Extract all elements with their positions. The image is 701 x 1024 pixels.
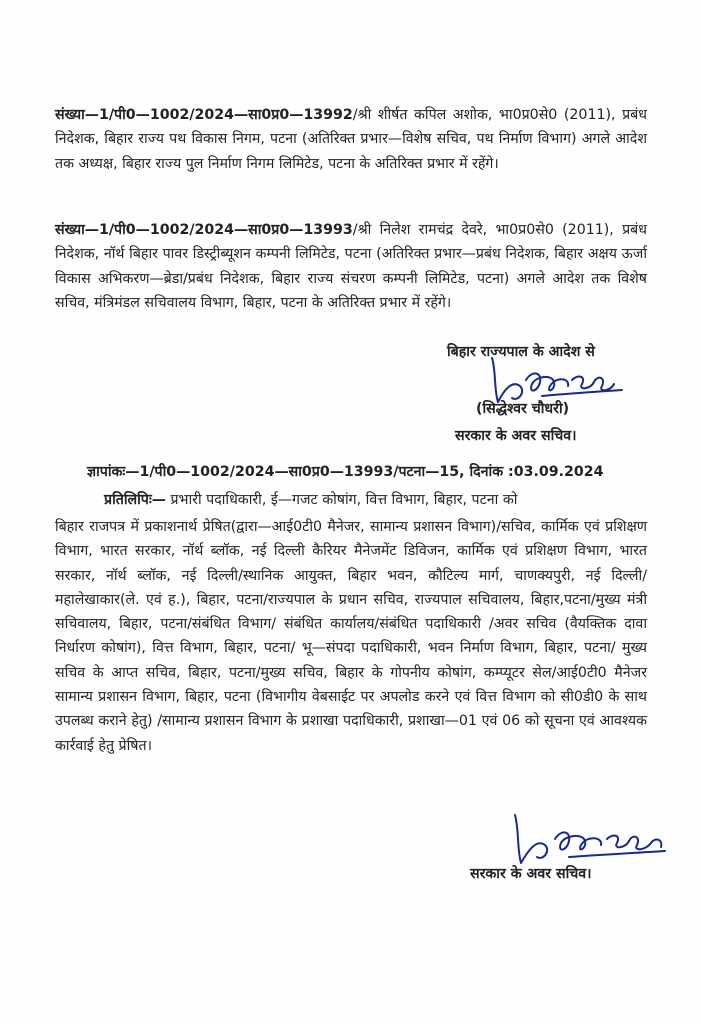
- order-2-reference: संख्या—1/पी0—1002/2024—सा0प्र0—13993: [55, 222, 353, 238]
- copy-to-label: प्रतिलिपिः—: [104, 492, 166, 508]
- copy-to-first-line: प्रभारी पदाधिकारी, ई—गजट कोषांग, वित्त विभाग, बिहार, पटना को: [170, 492, 518, 508]
- order-1-text: /श्री शीर्षत कपिल अशोक, भा0प्र0से0 (2011), प्रबंध निदेशक, बिहार राज्य पथ विकास निगम, पटना (अतिरिक्त प्रभार—विशेष सचिव, पथ निर्माण विभाग) अगले आदेश तक अध्यक्ष, बिहार राज्य पुल निर्माण निगम लिमिटेड, पटना के अतिरिक्त प्रभार में रहेंगे।: [55, 107, 647, 172]
- order-paragraph-2: [55, 218, 647, 315]
- order-paragraph-1: [55, 103, 647, 176]
- signatory-title-2: सरकार के अवर सचिव।: [470, 866, 592, 882]
- order-2-text: /श्री निलेश रामचंद्र देवरे, भा0प्र0से0 (2011), प्रबंध निदेशक, नॉर्थ बिहार पावर डिस्ट्रीब्यूशन कम्पनी लिमिटेड, पटना (अतिरिक्त प्रभार—प्रबंध निदेशक, बिहार अक्षय ऊर्जा विकास अभिकरण—ब्रेडा/प्रबंध निदेशक, बिहार राज्य संचरण कम्पनी लिमिटेड, पटना) अगले आदेश तक विशेष सचिव, मंत्रिमंडल सचिवालय विभाग, बिहार, पटना के अतिरिक्त प्रभार में रहेंगे।: [55, 222, 647, 311]
- copy-to-paragraph: [104, 488, 647, 512]
- governor-order-line: बिहार राज्यपाल के आदेश से: [447, 344, 595, 360]
- order-1-reference: संख्या—1/पी0—1002/2024—सा0प्र0—13992: [55, 107, 353, 123]
- signatory-title: सरकार के अवर सचिव।: [455, 428, 577, 444]
- signatory-name: (सिद्धेश्वर चौधरी): [476, 401, 570, 417]
- memo-reference-line: ज्ञापांकः—1/पी0—1002/2024—सा0प्र0—13993/पटना—15, दिनांक :03.09.2024: [87, 464, 604, 480]
- copy-to-recipients: बिहार राजपत्र में प्रकाशनार्थ प्रेषित(द्वारा—आई0टी0 मैनेजर, सामान्य प्रशासन विभाग)/सचिव, कार्मिक एवं प्रशिक्षण विभाग, भारत सरकार, नॉर्थ ब्लॉक, नई दिल्ली कैरियर मैनेजमेंट डिविजन, कार्मिक एवं प्रशिक्षण विभाग, भारत सरकार, नॉर्थ ब्लॉक, नई दिल्ली/स्थानिक आयुक्त, बिहार भवन, कौटिल्य मार्ग, चाणक्यपुरी, नई दिल्ली/ महालेखाकार(ले. एवं ह.), बिहार, पटना/राज्यपाल के प्रधान सचिव, राज्यपाल सचिवालय, बिहार,पटना/मुख्य मंत्री सचिवालय, बिहार, पटना/संबंधित विभाग/ संबंधित कार्यालय/संबंधित पदाधिकारी /अवर सचिव (वैयक्तिक दावा निर्धारण कोषांग), वित्त विभाग, बिहार, पटना/ भू—संपदा पदाधिकारी, भवन निर्माण विभाग, बिहार, पटना/ मुख्य सचिव के आप्त सचिव, बिहार, पटना/मुख्य सचिव, बिहार के गोपनीय कोषांग, कम्प्यूटर सेल/आई0टी0 मैनेजर सामान्य प्रशासन विभाग, बिहार, पटना (विभागीय वेबसाईट पर अपलोड करने एवं वित्त विभाग को सी0डी0 के साथ उपलब्ध कराने हेतु) /सामान्य प्रशासन विभाग के प्रशाखा पदाधिकारी, प्रशाखा—01 एवं 06 को सूचना एवं आवश्यक कार्रवाई हेतु प्रेषित।: [55, 519, 647, 754]
